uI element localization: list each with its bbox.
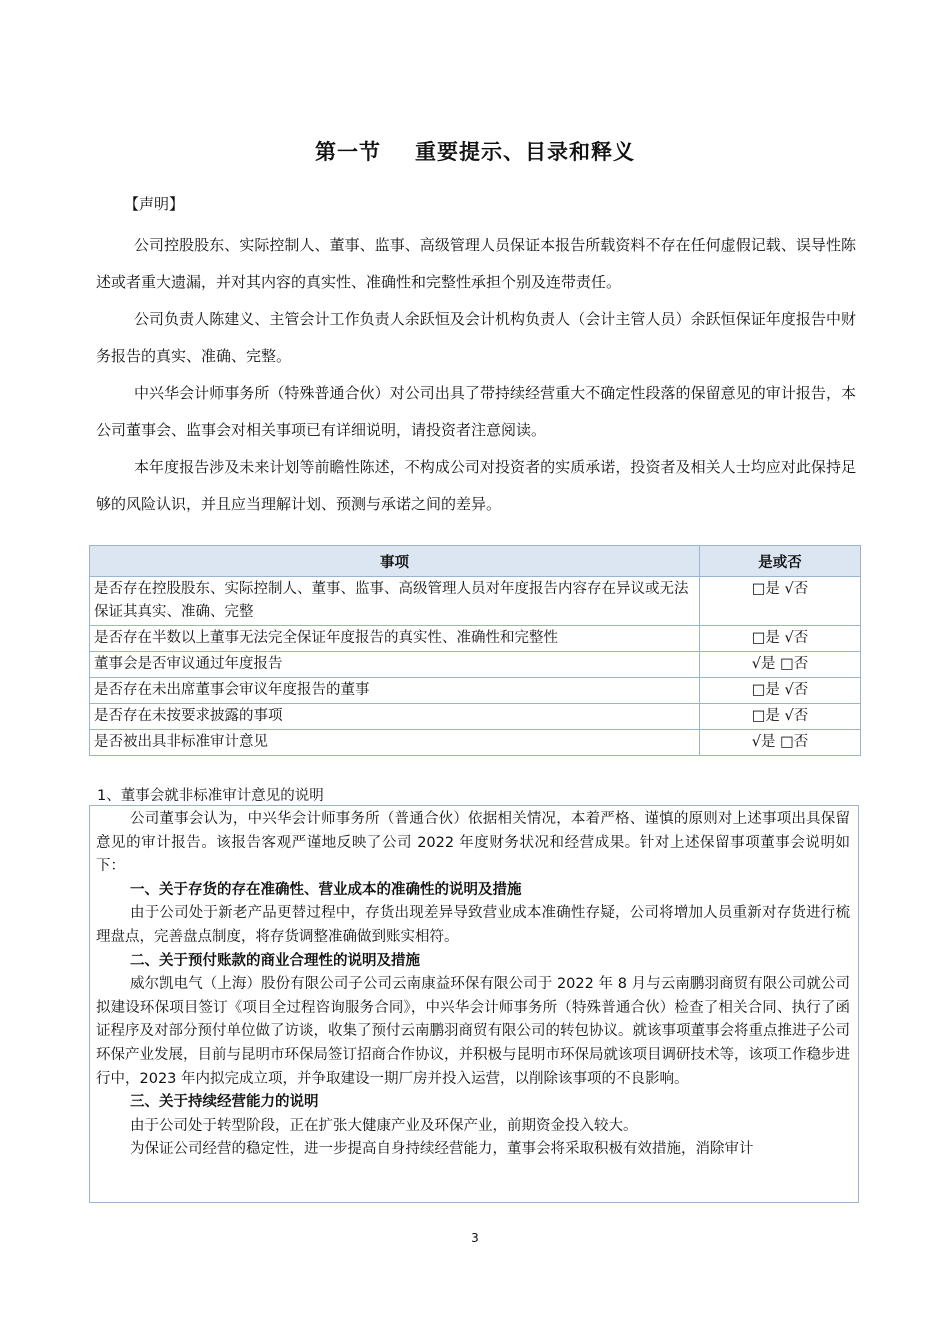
row-answer: √是 □否 <box>700 730 861 756</box>
row-item: 是否被出具非标准审计意见 <box>90 730 700 756</box>
row-answer: □是 √否 <box>700 577 861 626</box>
explanation-heading-inventory: 一、关于存货的存在准确性、营业成本的准确性的说明及措施 <box>130 881 522 898</box>
row-answer: □是 √否 <box>700 704 861 730</box>
statement-label: 【声明】 <box>124 195 185 213</box>
row-answer: √是 □否 <box>700 652 861 678</box>
table-row <box>90 577 861 626</box>
table-row <box>90 704 861 730</box>
table-row <box>90 730 861 756</box>
row-item: 是否存在未按要求披露的事项 <box>90 704 700 730</box>
paragraph-guarantee: 公司控股股东、实际控制人、董事、监事、高级管理人员保证本报告所载资料不存在任何虚假记载、误导性陈述或者重大遗漏，并对其内容的真实性、准确性和完整性承担个别及连带责任。 <box>96 236 856 291</box>
explanation-inventory: 由于公司处于新老产品更替过程中，存货出现差异导致营业成本准确性存疑，公司将增加人员重新对存货进行梳理盘点，完善盘点制度，将存货调整准确做到账实相符。 <box>96 905 850 945</box>
board-explanation-box <box>89 805 859 1203</box>
header-answer: 是或否 <box>700 546 861 577</box>
explanation-heading-prepayment: 二、关于预付账款的商业合理性的说明及措施 <box>130 952 420 969</box>
explanation-prepayment: 威尔凯电气（上海）股份有限公司子公司云南康益环保有限公司于 2022 年 8 月与云南鹏羽商贸有限公司就公司拟建设环保项目签订《项目全过程咨询服务合同》，中兴华会计师事务所（特殊普通合伙）检查了相关合同、执行了函证程序及对部分预付单位做了访谈，收集了预付云南鹏羽商贸有限公司的转包协议。就该事项董事会将重点推进子公司环保产业发展，目前与昆明市环保局签订招商合作协议，并积极与昆明市环保局就该项目调研技术等，该项工作稳步进行中，2023 年内拟完成立项，并争取建设一期厂房并投入运营，以削除该事项的不良影响。 <box>96 976 850 1087</box>
row-item: 是否存在未出席董事会审议年度报告的董事 <box>90 678 700 704</box>
row-item: 是否存在控股股东、实际控制人、董事、监事、高级管理人员对年度报告内容存在异议或无法保证其真实、准确、完整 <box>90 577 700 626</box>
explanation-transition: 由于公司处于转型阶段，正在扩张大健康产业及环保产业，前期资金投入较大。 <box>130 1117 638 1134</box>
header-item: 事项 <box>90 546 700 577</box>
paragraph-audit-opinion: 中兴华会计师事务所（特殊普通合伙）对公司出具了带持续经营重大不确定性段落的保留意见的审计报告，本公司董事会、监事会对相关事项已有详细说明，请投资者注意阅读。 <box>96 384 856 439</box>
paragraph-responsible-persons: 公司负责人陈建义、主管会计工作负责人余跃恒及会计机构负责人（会计主管人员）余跃恒保证年度报告中财务报告的真实、准确、完整。 <box>96 310 856 365</box>
explanation-measures: 为保证公司经营的稳定性，进一步提高自身持续经营能力，董事会将采取积极有效措施，消除审计 <box>130 1141 754 1158</box>
paragraph-forward-looking: 本年度报告涉及未来计划等前瞻性陈述，不构成公司对投资者的实质承诺，投资者及相关人士均应对此保持足够的风险认识，并且应当理解计划、预测与承诺之间的差异。 <box>96 458 856 513</box>
table-header-row <box>90 546 861 577</box>
row-answer: □是 √否 <box>700 626 861 652</box>
explanation-heading-going-concern: 三、关于持续经营能力的说明 <box>130 1094 319 1111</box>
explanation-intro: 公司董事会认为，中兴华会计师事务所（普通合伙）依据相关情况，本着严格、谨慎的原则对上述事项出具保留意见的审计报告。该报告客观严谨地反映了公司 2022 年度财务状况和经营成果。针对上述保留事项董事会说明如下： <box>96 811 850 875</box>
matters-table <box>89 545 861 756</box>
row-item: 是否存在半数以上董事无法完全保证年度报告的真实性、准确性和完整性 <box>90 626 700 652</box>
section-title <box>0 136 950 166</box>
section-number: 第一节 <box>315 140 381 164</box>
row-item: 董事会是否审议通过年度报告 <box>90 652 700 678</box>
table-row <box>90 678 861 704</box>
row-answer: □是 √否 <box>700 678 861 704</box>
table-row <box>90 652 861 678</box>
table-row <box>90 626 861 652</box>
section-name: 重要提示、目录和释义 <box>415 140 635 164</box>
page-number: 3 <box>471 1231 479 1245</box>
non-standard-opinion-heading: 1、董事会就非标准审计意见的说明 <box>97 788 324 804</box>
